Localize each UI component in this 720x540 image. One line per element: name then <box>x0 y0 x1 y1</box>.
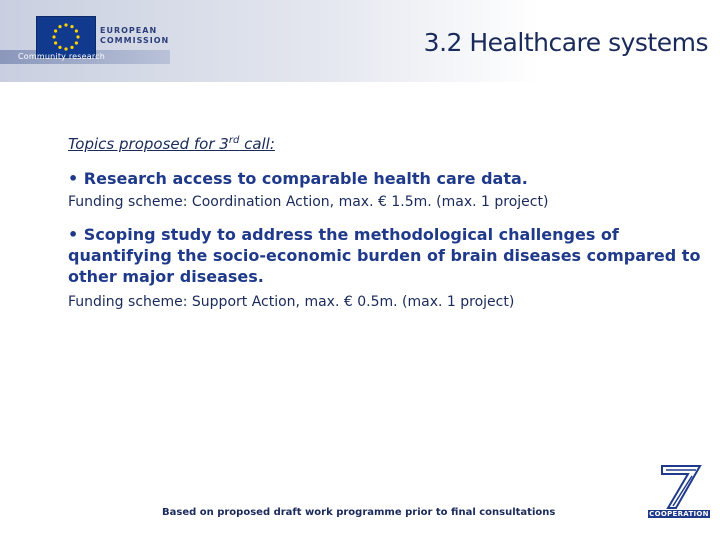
fp7-cooperation-label: COOPERATION <box>649 510 709 518</box>
commission-name <box>100 26 180 46</box>
slide-title: 3.2 Healthcare systems <box>423 28 708 57</box>
topic-item-2-title: • Scoping study to address the methodological challenges of quantifying the socio-economic burden of brain diseases compared to other major diseases. <box>68 225 701 286</box>
footer-note: Based on proposed draft work programme prior to final consultations <box>162 507 556 518</box>
topic-item-1-funding: Funding scheme: Coordination Action, max. € 1.5m. (max. 1 project) <box>68 194 549 210</box>
community-research-label: Community research <box>18 52 106 61</box>
fp7-logo-icon <box>646 462 706 528</box>
topics-suffix: call: <box>239 135 275 153</box>
topics-heading <box>68 135 275 153</box>
org-line2: COMMISSION <box>100 36 170 45</box>
topics-sup: rd <box>228 135 240 146</box>
topics-prefix: Topics proposed for 3 <box>68 135 229 153</box>
topic-item-1-title: • Research access to comparable health care data. <box>68 169 528 188</box>
topic-item-2-funding: Funding scheme: Support Action, max. € 0.5m. (max. 1 project) <box>68 294 515 310</box>
org-line1: EUROPEAN <box>100 26 158 35</box>
